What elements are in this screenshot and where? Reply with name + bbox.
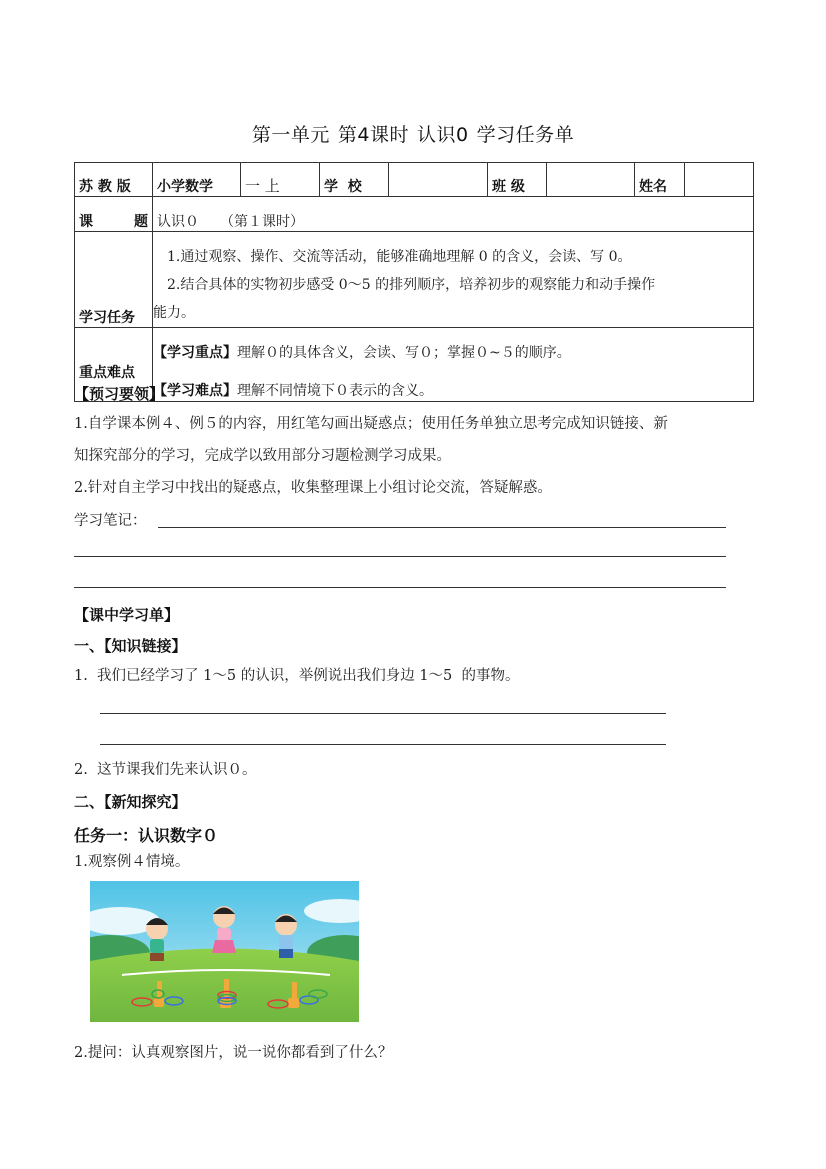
preview-item-1-line-2: 知探究部分的学习，完成学以致用部分习题检测学习成果。 <box>74 448 451 464</box>
key-points-content <box>153 328 754 402</box>
notes-line-2[interactable] <box>74 556 726 557</box>
title-doc-type: 学习任务单 <box>476 124 575 146</box>
tasks-content <box>153 232 754 328</box>
task-item-2: 2.结合具体的实物初步感受 0～5 的排列顺序，培养初步的观察能力和动手操作 <box>167 277 656 293</box>
name-field[interactable] <box>685 163 754 197</box>
class-label: 班 级 <box>488 163 547 197</box>
knowledge-q1: 1. 我们已经学习了 1～5 的认识，举例说出我们身边 1～5 的事物。 <box>74 668 520 684</box>
task1-heading: 任务一：认识数字０ <box>74 826 219 845</box>
task-item-1: 1.通过观察、操作、交流等活动，能够准确地理解 0 的含义，会读、写 0。 <box>167 249 632 265</box>
title-lesson: 第4课时 <box>337 124 409 146</box>
exploration-heading: 二、【新知探究】 <box>74 793 187 811</box>
topic-label-right: 题 <box>134 214 148 230</box>
task-item-2-cont: 能力。 <box>153 305 195 321</box>
publisher-cell: 苏 教 版 <box>75 163 153 197</box>
preview-heading: 【预习要领】 <box>74 385 165 403</box>
scene-svg <box>90 881 359 1022</box>
topic-label <box>75 197 153 232</box>
observe-question: 2.提问：认真观察图片，说一说你都看到了什么？ <box>74 1045 393 1061</box>
topic-value: 认识０ （第１课时） <box>153 197 754 232</box>
knowledge-q2: 2. 这节课我们先来认识０。 <box>74 762 257 778</box>
notes-label: 学习笔记： <box>74 513 147 529</box>
difficulty-text: 理解不同情境下０表示的含义。 <box>237 383 433 399</box>
observe-instruction: 1.观察例４情境。 <box>74 854 190 870</box>
tasks-label: 学习任务 <box>75 232 153 328</box>
title-topic: 认识0 <box>417 124 469 146</box>
answer-line-1[interactable] <box>100 713 666 714</box>
focus-line <box>153 341 753 365</box>
notes-line-1[interactable] <box>158 527 726 528</box>
document-title <box>0 120 826 147</box>
preview-item-2: 2.针对自主学习中找出的疑惑点，收集整理课上小组讨论交流，答疑解惑。 <box>74 480 552 496</box>
info-row-tasks <box>75 232 754 328</box>
info-row-header <box>75 163 754 197</box>
info-row-key-points <box>75 328 754 402</box>
knowledge-link-heading: 一、【知识链接】 <box>74 637 187 655</box>
grade-cell: 一 上 <box>241 163 320 197</box>
focus-label: 【学习重点】 <box>153 345 237 361</box>
subject-cell: 小学数学 <box>153 163 241 197</box>
preview-item-1-line-1: 1.自学课本例４、例５的内容，用红笔勾画出疑惑点；使用任务单独立思考完成知识链接、新 <box>74 416 668 432</box>
school-label: 学 校 <box>320 163 389 197</box>
info-table <box>74 162 754 402</box>
name-label: 姓名 <box>635 163 685 197</box>
focus-text: 理解０的具体含义，会读、写０；掌握０~５的顺序。 <box>237 345 571 361</box>
notes-line-3[interactable] <box>74 587 726 588</box>
info-row-topic <box>75 197 754 232</box>
key-points-label: 重点难点 <box>75 328 153 402</box>
in-class-heading: 【课中学习单】 <box>74 606 180 624</box>
difficulty-line <box>153 381 753 401</box>
class-field[interactable] <box>547 163 635 197</box>
difficulty-label: 【学习难点】 <box>153 383 237 399</box>
example-4-illustration <box>90 881 359 1022</box>
title-unit: 第一单元 <box>251 124 330 146</box>
topic-label-left: 课 <box>79 214 93 230</box>
school-field[interactable] <box>389 163 488 197</box>
answer-line-2[interactable] <box>100 744 666 745</box>
